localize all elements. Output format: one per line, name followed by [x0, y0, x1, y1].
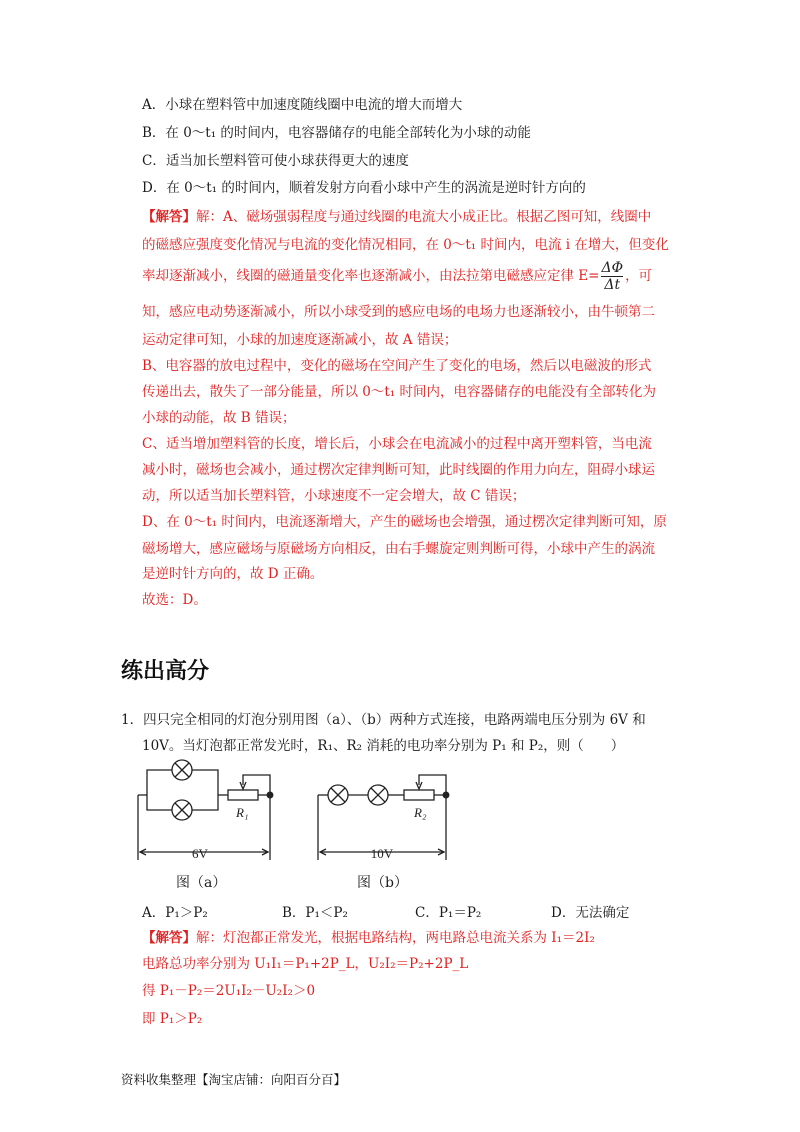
answer-line: 磁场增大，感应磁场与原磁场方向相反，由右手螺旋定则判断可得，小球中产生的涡流 — [142, 541, 655, 557]
answer-line: 的磁感应强度变化情况与电流的变化情况相同，在 0～t₁ 时间内，电流 i 在增大，但变化 — [142, 237, 669, 253]
answer-line-formula — [142, 260, 652, 293]
voltage-label-a: 6V — [192, 846, 208, 861]
answer-tag: 【解答】 — [142, 930, 196, 946]
choice-c: C．P₁＝P₂ — [415, 905, 482, 921]
answer-text: 解：灯泡都正常发光，根据电路结构，两电路总电流关系为 I₁＝2I₂ — [196, 930, 595, 946]
answer-line: C、适当增加塑料管的长度，增长后，小球会在电流减小的过程中离开塑料管，当电流 — [142, 436, 652, 452]
answer-line: 故选：D。 — [142, 592, 207, 608]
fraction-denominator: Δt — [601, 276, 623, 293]
answer-line: 得 P₁－P₂＝2U₁I₂－U₂I₂＞0 — [142, 983, 316, 999]
figure-caption-b: 图（b） — [357, 875, 408, 891]
answer-line — [142, 929, 595, 947]
answer-tag: 【解答】 — [142, 209, 196, 225]
voltage-label-b: 10V — [370, 846, 394, 861]
answer-line: 即 P₁＞P₂ — [142, 1011, 203, 1027]
fraction-numerator: ΔΦ — [601, 260, 624, 276]
answer-line: 传递出去，散失了一部分能量，所以 0～t₁ 时间内，电容器储存的电能没有全部转化为 — [142, 384, 657, 400]
answer-line: 知，感应电动势逐渐减小，所以小球受到的感应电场的电场力也逐渐较小，由牛顿第二 — [142, 304, 655, 320]
answer-text: 率却逐渐减小，线圈的磁通量变化率也逐渐减小，由法拉第电磁感应定律 E= — [142, 268, 600, 284]
answer-line: 动，所以适当加长塑料管，小球速度不一定会增大，故 C 错误； — [142, 488, 526, 504]
question-text: 10V。当灯泡都正常发光时，R₁、R₂ 消耗的电功率分别为 P₁ 和 P₂，则（ ） — [142, 738, 625, 754]
resistor-label-r1: R₁ — [236, 805, 249, 820]
formula-fraction — [601, 260, 623, 293]
answer-line: B、电容器的放电过程中，变化的磁场在空间产生了变化的电场，然后以电磁波的形式 — [142, 358, 652, 374]
answer-line: 小球的动能，故 B 错误； — [142, 410, 296, 426]
option-b: B．在 0～t₁ 的时间内，电容器储存的电能全部转化为小球的动能 — [142, 125, 531, 141]
choice-b: B．P₁＜P₂ — [282, 905, 348, 921]
answer-line — [142, 208, 651, 226]
answer-text: ，可 — [625, 268, 653, 284]
choice-d: D．无法确定 — [551, 905, 630, 921]
option-c: C．适当加长塑料管可使小球获得更大的速度 — [142, 153, 409, 169]
option-a: A．小球在塑料管中加速度随线圈中电流的增大而增大 — [142, 97, 463, 113]
answer-line: 减小时，磁场也会减小，通过楞次定律判断可知，此时线圈的作用力向左，阻碍小球运 — [142, 462, 655, 478]
answer-line: 是逆时针方向的，故 D 正确。 — [142, 566, 324, 582]
answer-text: 解：A、磁场强弱程度与通过线圈的电流大小成正比。根据乙图可知，线圈中 — [196, 209, 652, 225]
answer-line: 运动定律可知，小球的加速度逐渐减小，故 A 错误； — [142, 332, 458, 348]
answer-line: D、在 0～t₁ 时间内，电流逐渐增大，产生的磁场也会增强，通过楞次定律判断可知，原 — [142, 514, 667, 530]
figure-caption-a: 图（a） — [176, 875, 227, 891]
answer-line: 电路总功率分别为 U₁I₁＝P₁+2P_L，U₂I₂＝P₂+2P_L — [142, 956, 469, 972]
question-text: 1．四只完全相同的灯泡分别用图（a）、（b）两种方式连接，电路两端电压分别为 6V 和 — [121, 712, 646, 728]
choice-a: A．P₁＞P₂ — [142, 905, 208, 921]
section-title: 练出高分 — [121, 659, 210, 684]
circuit-a — [138, 760, 273, 860]
resistor-label-r2: R₂ — [414, 805, 427, 820]
option-d: D．在 0～t₁ 的时间内，顺着发射方向看小球中产生的涡流是逆时针方向的 — [142, 180, 586, 196]
footer-text: 资料收集整理【淘宝店铺：向阳百分百】 — [121, 1072, 347, 1087]
